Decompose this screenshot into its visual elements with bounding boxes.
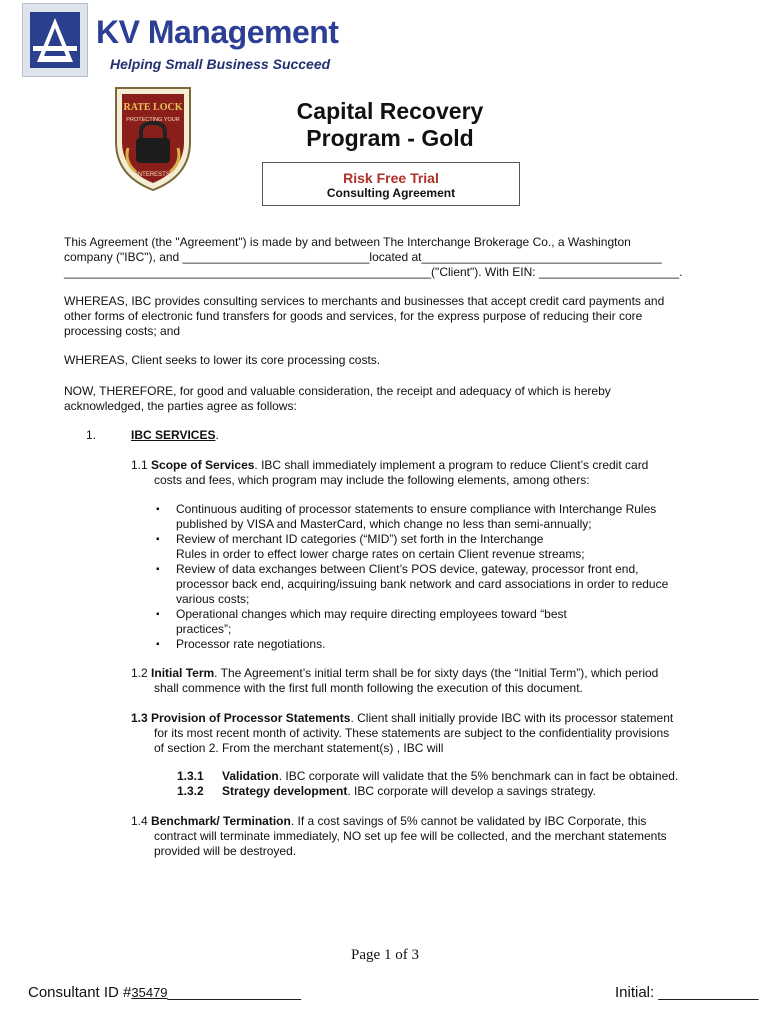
section-1-4: [131, 814, 711, 859]
s132-number: 1.3.2: [177, 784, 204, 798]
section-1-heading-period: .: [215, 428, 219, 442]
document-title: [240, 98, 540, 152]
s131-text: [222, 769, 722, 784]
intro-line-2: company ("IBC"), and ____________________________located at____________________________________: [64, 250, 662, 264]
bullet-2-line-1: ▪ Review of merchant ID categories (“MID”) set forth in the Interchange: [176, 532, 544, 546]
whereas1-line-1: WHEREAS, IBC provides consulting services to merchants and businesses that accept credit card payments and: [64, 294, 665, 308]
list-item: [154, 532, 714, 562]
s131-number: 1.3.1: [177, 769, 204, 783]
bullet-4-line-1: ▪ Operational changes which may require directing employees toward “best: [176, 607, 567, 621]
s13-line-3: of section 2. From the merchant statement(s) , IBC will: [154, 741, 444, 755]
s14-heading: Benchmark/ Termination: [151, 814, 291, 828]
s14-line-1: . If a cost savings of 5% cannot be validated by IBC Corporate, this: [290, 814, 647, 828]
rate-lock-seal-icon: [110, 80, 196, 192]
company-tagline: Helping Small Business Succeed: [110, 56, 331, 72]
s13-line-2: for its most recent month of activity. These statements are subject to the confidentiality provisions: [154, 726, 670, 740]
now-therefore-paragraph: [64, 384, 704, 414]
now-therefore-line-1: NOW, THEREFORE, for good and valuable consideration, the receipt and adequacy of which is hereby: [64, 384, 611, 398]
s132-rest: . IBC corporate will develop a savings strategy.: [347, 784, 596, 798]
s12-line-2: shall commence with the first full month following the execution of this document.: [154, 681, 583, 695]
bullet-2-line-2: Rules in order to effect lower charge rates on certain Client revenue streams;: [176, 547, 585, 561]
company-name: KV Management: [96, 14, 339, 50]
company-logo-icon: [22, 3, 88, 77]
section-1-heading: [131, 428, 219, 443]
section-1-3: [131, 711, 721, 756]
trial-title: Risk Free Trial: [343, 170, 439, 186]
section-1-heading-text: IBC SERVICES: [131, 428, 216, 442]
bullet-1-line-1: ▪ Continuous auditing of processor statements to ensure compliance with Interchange Rules: [176, 502, 657, 516]
s13-number: 1.3: [131, 711, 148, 725]
s12-number: 1.2: [131, 666, 148, 680]
s132-heading: Strategy development: [222, 784, 348, 798]
s14-line-3: provided will be destroyed.: [154, 844, 297, 858]
s13-heading: Provision of Processor Statements: [151, 711, 351, 725]
title-line-1: Capital Recovery: [296, 98, 484, 124]
initial-label: Initial:: [615, 984, 659, 1001]
section-1-2: [131, 666, 711, 696]
page-number: Page 1 of 3: [351, 947, 419, 963]
s13-line-1: . Client shall initially provide IBC with its processor statement: [350, 711, 674, 725]
section-1-number: 1.: [86, 428, 97, 442]
bullet-4-line-2: practices”;: [176, 622, 232, 636]
s11-heading: Scope of Services: [151, 458, 255, 472]
whereas1-line-2: other forms of electronic fund transfers for goods and services, for the express purpose of reducing their core: [64, 309, 643, 323]
seal-text-bottom: INTERESTS: [136, 172, 170, 178]
consultant-id-label: Consultant ID #: [28, 984, 132, 1001]
s11-line-2: costs and fees, which program may include the following elements, among others:: [154, 473, 590, 487]
s12-heading: Initial Term: [151, 666, 215, 680]
seal-text-top: RATE LOCK: [123, 102, 183, 113]
s14-line-2: contract will terminate immediately, NO set up fee will be collected, and the merchant statements: [154, 829, 667, 843]
s11-number: 1.1: [131, 458, 148, 472]
bullet-5-line-1: ▪ Processor rate negotiations.: [176, 637, 326, 651]
whereas1-line-3: processing costs; and: [64, 324, 181, 338]
services-bullet-list: [154, 502, 714, 652]
list-item: [154, 562, 714, 607]
seal-text-arc: PROTECTING YOUR: [126, 117, 180, 123]
title-line-2: Program - Gold: [306, 125, 474, 151]
list-item: [154, 637, 714, 652]
s14-number: 1.4: [131, 814, 148, 828]
consultant-id-blank: ________________: [167, 984, 302, 1001]
bullet-3-line-1: ▪ Review of data exchanges between Client’s POS device, gateway, processor front end,: [176, 562, 639, 576]
list-item: [154, 502, 714, 532]
intro-line-1: This Agreement (the "Agreement") is made by and between The Interchange Brokerage Co., a Washington: [64, 235, 631, 249]
bullet-1-line-2: published by VISA and MasterCard, which change no less than semi-annually;: [176, 517, 592, 531]
s11-line-1: . IBC shall immediately implement a program to reduce Client’s credit card: [254, 458, 649, 472]
consultant-id-value: 35479: [131, 985, 168, 1000]
bullet-3-line-2: processor back end, acquiring/issuing bank network and card associations in order to reduce: [176, 577, 669, 591]
bullet-3-line-3: various costs;: [176, 592, 250, 606]
initial-blank: ____________: [658, 984, 759, 1001]
now-therefore-line-2: acknowledged, the parties agree as follows:: [64, 399, 297, 413]
intro-paragraph: [64, 235, 704, 280]
trial-subtitle: Consulting Agreement: [326, 186, 456, 200]
s131-heading: Validation: [222, 769, 279, 783]
initial-field[interactable]: [615, 984, 758, 1001]
s12-line-1: . The Agreement’s initial term shall be for sixty days (the “Initial Term”), which period: [214, 666, 659, 680]
s132-text: [222, 784, 722, 799]
whereas-paragraph-2: WHEREAS, Client seeks to lower its core processing costs.: [64, 353, 381, 367]
intro-line-3: _______________________________________________________("Client"). With EIN: _____________________.: [64, 265, 683, 279]
whereas-paragraph-1: [64, 294, 704, 339]
consultant-id-field[interactable]: [28, 984, 301, 1001]
s131-rest: . IBC corporate will validate that the 5% benchmark can in fact be obtained.: [278, 769, 679, 783]
list-item: [154, 607, 714, 637]
risk-free-trial-box: [262, 162, 520, 206]
section-1-1: [131, 458, 701, 488]
